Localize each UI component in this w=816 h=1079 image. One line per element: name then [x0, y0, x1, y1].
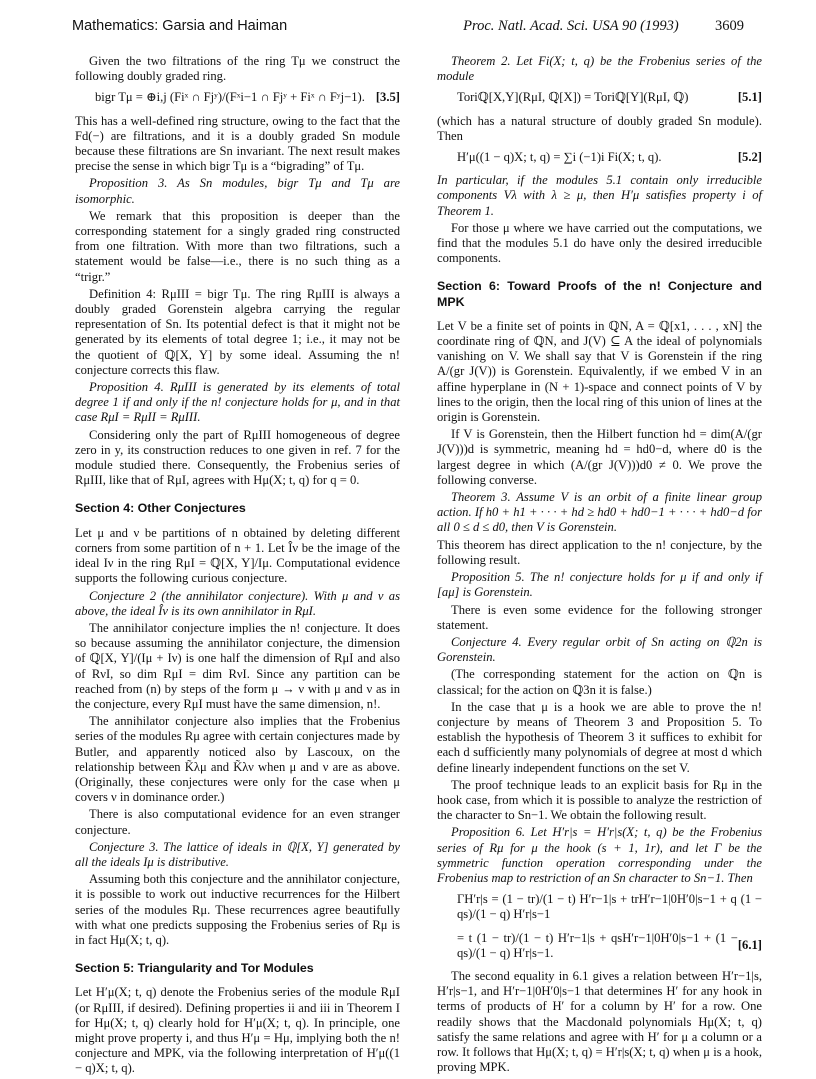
theorem-3: Theorem 3. Assume V is an orbit of a finite linear group action. If h0 + h1 + · · · + hd ≥ hd0 + hd0−1 + · · · + hd0−d for all 0 ≤ d ≤ d0, then V is Gorenstein.	[437, 490, 762, 535]
left-column	[75, 54, 400, 1079]
section-heading: Section 6: Toward Proofs of the n! Conjecture and MPK	[437, 279, 762, 309]
section-heading: Section 4: Other Conjectures	[75, 501, 246, 516]
equation-number: [5.1]	[737, 90, 762, 105]
equation-body: = t (1 − tr)/(1 − t) H′r−1|s + qsH′r−1|0H′0|s−1 + (1 − qs)/(1 − q) H′r|s−1.	[457, 930, 738, 960]
equation-body: bigr Tμ = ⊕i,j (Fiˣ ∩ Fjʸ)/(Fˣi−1 ∩ Fjʸ + Fiˣ ∩ Fʸj−1).	[95, 90, 365, 105]
paragraph: This theorem has direct application to the n! conjecture, by the following result.	[437, 537, 762, 567]
equation-number: [3.5]	[375, 90, 400, 105]
equation-number: [6.1]	[737, 938, 762, 953]
paragraph: Considering only the part of RμIII homogeneous of degree zero in y, its construction reduces to one given in ref. 7 for the module studied there. Consequently, the Frobenius series of RμIII, like that of RμI, agrees with Hμ(X; t, q) for q = 0.	[75, 427, 400, 488]
paragraph: The second equality in 6.1 gives a relation between H′r−1|s, H′r|s−1, and H′r−1|0H′0|s−1 that determines H′ for any hook in terms of products of H′ for a column by H′ for a row. One readily shows that the Macdonald polynomials Hμ(X; t, q) satisfy the same relations and agree with H′ for μ a column or a row. It follows that Hμ(X; t, q) = H′r|s(X; t, q) when μ is a hook, proving MPK.	[437, 968, 762, 1075]
paragraph: Let H′μ(X; t, q) denote the Frobenius series of the module RμI (or RμIII, if desired). Defining properties ii and iii in Theorem I for Hμ(X; t, q) clearly hold for H′μ(X; t, q). In principle, one might prove property i, and thus H′μ = Hμ, implying both the n! conjecture and MPK, via the following interpretation of H′μ((1 − q)X; t, q).	[75, 985, 400, 1076]
paragraph: Let μ and ν be partitions of n obtained by deleting different corners from some partition of n + 1. Let Îν be the image of the ideal Iν in the ring RμI = ℚ[X, Y]/Iμ. Computational evidence supports the following curious conjecture.	[75, 525, 400, 586]
paragraph: The annihilator conjecture also implies that the Frobenius series of the modules Rμ agree with certain conjectures made by Butler, and apparently noticed also by Lascoux, on the relationship between K̃λμ and K̃λν when μ and ν are as above. (Originally, these conjectures were only for the case when μ covers ν in dominance order.)	[75, 714, 400, 805]
paragraph: (The corresponding statement for the action on ℚn is classical; for the action on ℚ3n it is false.)	[437, 667, 762, 697]
conjecture-2: Conjecture 2 (the annihilator conjecture). With μ and ν as above, the ideal Îν is its own annihilator in RμI.	[75, 588, 400, 618]
page-number: 3609	[715, 18, 744, 34]
equation-6-1-line-1	[437, 892, 762, 922]
equation-number: [5.2]	[737, 150, 762, 165]
header-journal	[463, 18, 744, 35]
paragraph: For those μ where we have carried out the computations, we find that the modules 5.1 do have only the desired irreducible components.	[437, 220, 762, 266]
theorem-2: Theorem 2. Let Fi(X; t, q) be the Frobenius series of the module	[437, 54, 762, 84]
paragraph: The annihilator conjecture implies the n! conjecture. It does so because assuming the annihilator conjecture, the dimension of ℚ[X, Y]/(Iμ + Iν) is one half the dimension of RμI and also of RνI, so dim RμI = dim RνI. Since any partition can be reached from (n) by steps of the form μ → ν with μ and ν as in the conjecture, every RμI must have the same dimension, n!.	[75, 620, 400, 711]
paragraph: This has a well-defined ring structure, owing to the fact that the Fd(−) are filtrations, and it is a doubly graded Sn module because these filtrations are Sn invariant. The next result makes precise the sense in which bigr Tμ is a “bigrading” of Tμ.	[75, 113, 400, 174]
conjecture-3: Conjecture 3. The lattice of ideals in ℚ[X, Y] generated by all the ideals Iμ is distributive.	[75, 839, 400, 869]
paragraph: If V is Gorenstein, then the Hilbert function hd = dim(A/(gr J(V)))d is symmetric, meaning hd = hd0−d, where d0 is the largest degree in which (A/(gr J(V)))d0 ≠ 0. We prove the following converse.	[437, 427, 762, 487]
paragraph: In the case that μ is a hook we are able to prove the n! conjecture by means of Theorem 3 and Proposition 5. To establish the hypothesis of Theorem 3 it suffices to exhibit for each d sufficiently many polynomials of degree at most d which define linearly independent functions on the set V.	[437, 699, 762, 775]
equation-6-1-line-2	[437, 931, 762, 961]
paragraph: Let V be a finite set of points in ℚN, A = ℚ[x1, . . . , xN] the coordinate ring of ℚN, and J(V) ⊆ A the ideal of polynomials vanishing on V. We shall say that V is Gorenstein if the ring A/(gr J(V)) is Gorenstein. Equivalently, if we embed V in an affine hyperplane in (N + 1)-space and connect points of V by lines to the origin, then the local ring of this union of lines at the origin is Gorenstein.	[437, 318, 762, 425]
conjecture-4: Conjecture 4. Every regular orbit of Sn acting on ℚ2n is Gorenstein.	[437, 634, 762, 665]
equation-body: ΓH′r|s = (1 − tr)/(1 − t) H′r−1|s + trH′r−1|0H′0|s−1 + q (1 − qs)/(1 − q) H′r|s−1	[457, 892, 762, 922]
proposition-5: Proposition 5. The n! conjecture holds for μ if and only if [aμ] is Gorenstein.	[437, 570, 762, 600]
definition-4: Definition 4: RμIII = bigr Tμ. The ring RμIII is always a doubly graded Gorenstein algebra carrying the regular representation of Sn. Its potential defect is that it might not be generated by its elements of total degree 1; i.e., it may not be the quotient of ℚ[X, Y] by some ideal. Assuming the n! conjecture corrects this flaw.	[75, 286, 400, 377]
paragraph: There is also computational evidence for an even stranger conjecture.	[75, 807, 400, 837]
right-column	[437, 54, 762, 1077]
paragraph: The proof technique leads to an explicit basis for Rμ in the hook case, from which it is possible to analyze the restriction of the character to Sn−1. We obtain the following result.	[437, 777, 762, 823]
journal-citation: Proc. Natl. Acad. Sci. USA 90 (1993)	[463, 18, 679, 34]
equation-body: Toriℚ[X,Y](RμI, ℚ[X]) = Toriℚ[Y](RμI, ℚ)	[457, 90, 689, 105]
proposition-3: Proposition 3. As Sn modules, bigr Tμ and Tμ are isomorphic.	[75, 176, 400, 206]
paragraph: In particular, if the modules 5.1 contain only irreducible components Vλ with λ ≥ μ, then H′μ satisfies property i of Theorem 1.	[437, 173, 762, 218]
running-header	[72, 18, 744, 40]
equation-body: H′μ((1 − q)X; t, q) = ∑i (−1)i Fi(X; t, q).	[457, 150, 662, 165]
paragraph: There is even some evidence for the following stronger statement.	[437, 602, 762, 632]
equation-5-1	[437, 90, 762, 105]
paragraph: Given the two filtrations of the ring Tμ we construct the following doubly graded ring.	[75, 54, 400, 84]
paragraph: (which has a natural structure of doubly graded Sn module). Then	[437, 113, 762, 143]
equation-5-2	[437, 150, 762, 165]
header-section: Mathematics: Garsia and Haiman	[72, 18, 288, 34]
section-heading: Section 5: Triangularity and Tor Modules	[75, 961, 314, 976]
proposition-4: Proposition 4. RμIII is generated by its elements of total degree 1 if and only if the n! conjecture holds for μ, and in that case RμI = RμII = RμIII.	[75, 380, 400, 425]
paragraph: Assuming both this conjecture and the annihilator conjecture, it is possible to work out inductive recurrences for the Hilbert series of the modules Rμ. These recurrences agree beautifully with what one predicts supposing the Frobenius series of Rμ is in fact Hμ(X; t, q).	[75, 872, 400, 947]
paragraph: We remark that this proposition is deeper than the corresponding statement for a singly graded ring constructed from one filtration. With more than two filtrations, such a statement would be false—i.e., there is no such thing as a “trigr.”	[75, 208, 400, 284]
equation-3-5	[75, 90, 400, 105]
proposition-6: Proposition 6. Let H′r|s = H′r|s(X; t, q) be the Frobenius series of Rμ for μ the hook (s + 1, 1r), and let Γ be the symmetric function operation corresponding under the Frobenius map to restriction of an Sn character to Sn−1. Then	[437, 825, 762, 885]
